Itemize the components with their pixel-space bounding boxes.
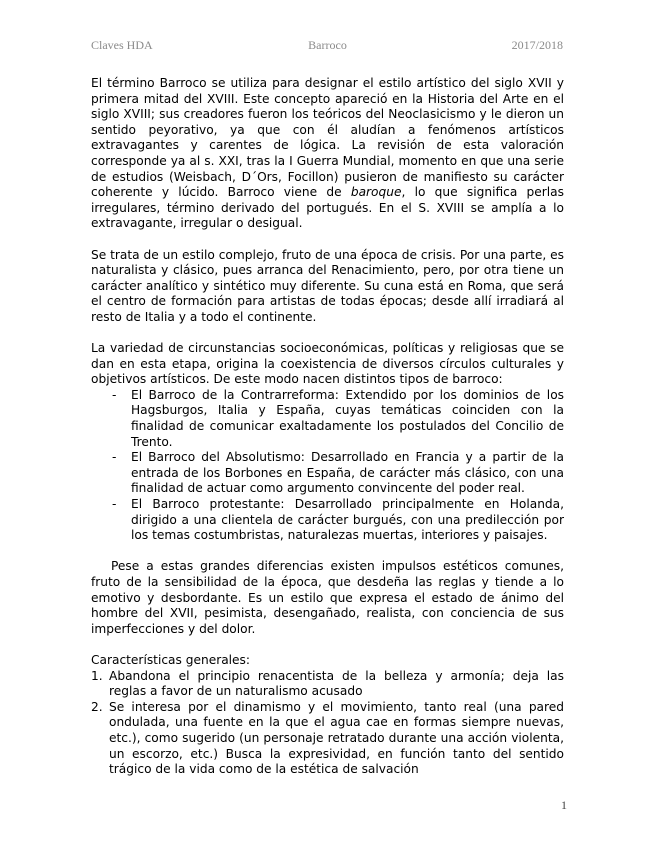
list-item-contrarreforma — [91, 388, 564, 450]
intro-italic-term: baroque — [350, 185, 402, 200]
page-number: 1 — [561, 798, 567, 812]
intro-text-b: , lo que significa perlas irregulares, término derivado del portugués. En el S. XVIII se amplía a lo extravagante, irregular o desigual. — [91, 185, 564, 231]
features-heading: Características generales: — [91, 652, 251, 667]
list-item-protestante — [91, 497, 564, 544]
baroque-types-list — [91, 388, 564, 544]
paragraph-intro — [91, 76, 564, 232]
dash-marker: - — [112, 497, 117, 512]
intro-text-a: El término Barroco se utiliza para designar el estilo artístico del siglo XVII y primera mitad del XVIII. Este concepto apareció en la Historia del Arte en el siglo XVIII; sus creadores fueron los teóricos del Neoclasicismo y le dieron un sentido peyorativo, ya que con él aludían a fenómenos artísticos extravagantes y carentes de lógica. La revisión de esta valoración corresponde ya al s. XXI, tras la I Guerra Mundial, momento en que una serie de estudios (Weisbach, D´Ors, Focillon) pusieron de manifiesto su carácter coherente y lúcido. Barroco viene de — [91, 76, 564, 200]
feature-item-2 — [91, 700, 564, 778]
feature-number: 2. — [91, 699, 103, 714]
dash-marker: - — [112, 387, 117, 402]
document-body — [91, 76, 564, 778]
paragraph-context: Se trata de un estilo complejo, fruto de una época de crisis. Por una parte, es naturalista y clásico, pues arranca del Renacimiento, pero, por otra tiene un carácter analítico y sintético muy diferente. Su cuna está en Roma, que será el centro de formación para artistas de todas épocas; desde allí irradiará al resto de Italia y a todo el continente. — [91, 247, 564, 324]
feature-text: Abandona el principio renacentista de la belleza y armonía; deja las reglas a favor de un naturalismo acusado — [109, 668, 564, 699]
header-year: 2017/2018 — [511, 38, 563, 52]
feature-text: Se interesa por el dinamismo y el movimiento, tanto real (una pared ondulada, una fuente en la que el agua cae en formas siempre nuevas, etc.), como sugerido (un personaje retratado durante una acción violenta, un escorzo, etc.) Busca la expresividad, en función tanto del sentido trágico de la vida como de la estética de salvación — [109, 699, 564, 777]
header-course: Claves HDA — [91, 38, 153, 52]
paragraph-variety: La variedad de circunstancias socioeconómicas, políticas y religiosas que se dan en esta etapa, origina la coexistencia de diversos círculos culturales y objetivos artísticos. De este modo nacen distintos tipos de barroco: — [91, 341, 564, 387]
feature-number: 1. — [91, 668, 103, 683]
dash-marker: - — [112, 450, 117, 465]
list-item-text: El Barroco de la Contrarreforma: Extendido por los dominios de los Hagsburgos, Italia y España, cuyas temáticas coinciden con la finalidad de comunicar exaltadamente los postulados del Concilio de Trento. — [131, 387, 564, 449]
list-item-text: El Barroco del Absolutismo: Desarrollado en Francia y a partir de la entrada de los Borbones en España, de carácter más clásico, con una finalidad de actuar como argumento convincente del poder real. — [131, 450, 564, 496]
list-item-absolutismo — [91, 450, 564, 497]
list-item-text: El Barroco protestante: Desarrollado principalmente en Holanda, dirigido a una clientela de carácter burgués, con una predilección por los temas costumbristas, naturalezas muertas, interiores y paisajes. — [131, 497, 564, 543]
paragraph-aesthetic: Pese a estas grandes diferencias existen impulsos estéticos comunes, fruto de la sensibilidad de la época, que desdeña las reglas y tiende a lo emotivo y desbordante. Es un estilo que expresa el estado de ánimo del hombre del XVII, pesimista, desengañado, realista, con conciencia de sus imperfecciones y del dolor. — [91, 559, 564, 636]
features-list — [91, 669, 564, 778]
feature-item-1 — [91, 669, 564, 700]
header-topic: Barroco — [308, 38, 347, 52]
